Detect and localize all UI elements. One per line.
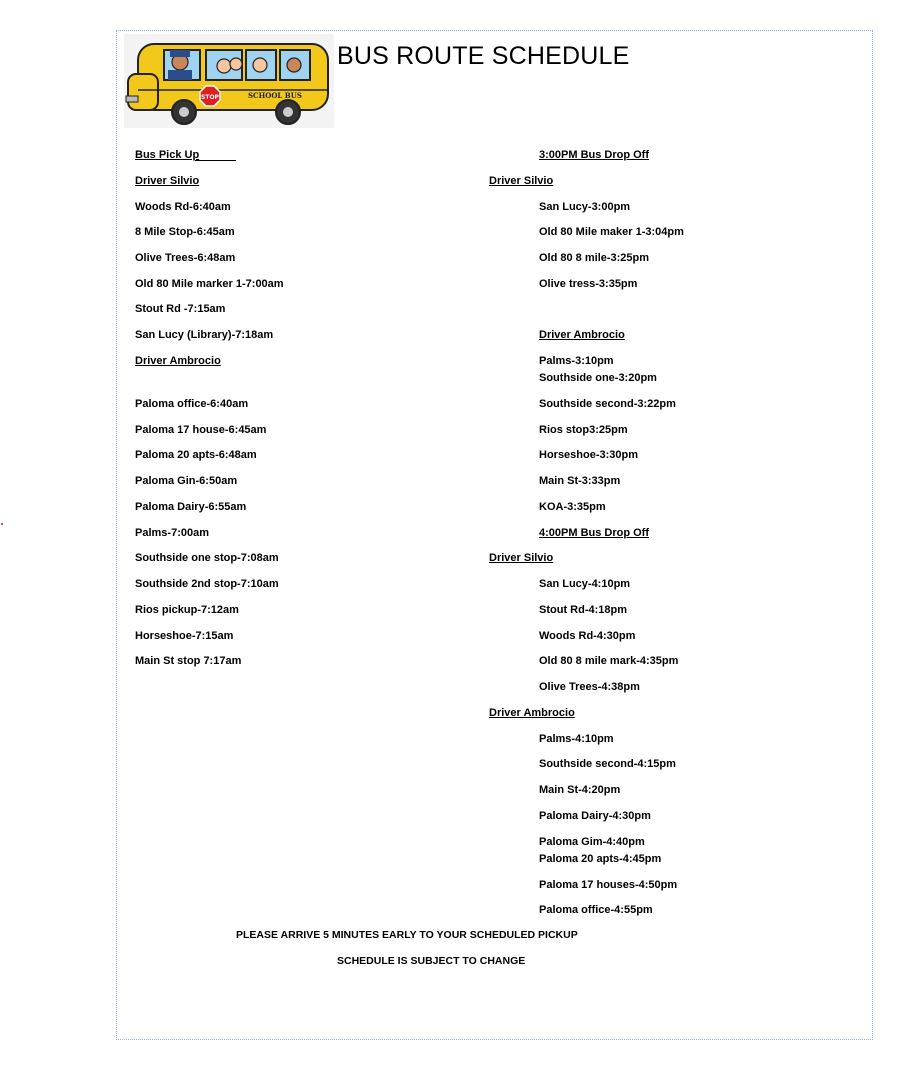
pickup-ambrocio-stop: Paloma Gin-6:50am [135,475,238,487]
dropoff4-silvio-stop: San Lucy-4:10pm [539,578,631,590]
dropoff4-silvio-stop: Olive Trees-4:38pm [539,681,640,693]
dropoff4-silvio-stop: Stout Rd-4:18pm [539,604,627,616]
dropoff3-ambrocio-stop: Horseshoe-3:30pm [539,449,639,461]
dropoff4-ambrocio-stop: Southside second-4:15pm [539,758,676,770]
dropoff3-silvio-stop: Olive tress-3:35pm [539,278,638,290]
pickup-ambrocio-stop: Southside one stop-7:08am [135,552,279,564]
dropoff4-ambrocio-stop: Palms-4:10pm [539,733,614,745]
pickup-silvio-stop: 8 Mile Stop-6:45am [135,226,235,238]
dropoff3-ambrocio-stop: Southside second-3:22pm [539,398,676,410]
school-bus-text: SCHOOL BUS [248,91,302,100]
schedule-change-note: SCHEDULE IS SUBJECT TO CHANGE [337,955,526,967]
dropoff3-ambrocio-stop: Southside one-3:20pm [539,372,657,384]
dropoff3-ambrocio-stop: Main St-3:33pm [539,475,621,487]
stop-sign-text: STOP [201,94,219,101]
dropoff4-ambrocio-stop: Paloma 20 apts-4:45pm [539,853,662,865]
dropoff4-silvio-stop: Woods Rd-4:30pm [539,630,636,642]
dropoff3-silvio-stop: Old 80 8 mile-3:25pm [539,252,650,264]
arrive-early-note: PLEASE ARRIVE 5 MINUTES EARLY TO YOUR SCHEDULED PICKUP [236,929,578,941]
page-title: BUS ROUTE SCHEDULE [337,42,630,70]
dropoff3-driver-ambrocio: Driver Ambrocio [539,329,625,341]
pickup-silvio-stop: San Lucy (Library)-7:18am [135,329,274,341]
pickup-silvio-stop: Stout Rd -7:15am [135,303,226,315]
pickup-ambrocio-stop: Southside 2nd stop-7:10am [135,578,279,590]
dropoff3-ambrocio-stop: KOA-3:35pm [539,501,606,513]
dropoff3-ambrocio-stop: Palms-3:10pm [539,355,614,367]
dropoff4-ambrocio-stop: Paloma 17 houses-4:50pm [539,879,678,891]
dropoff4-driver-ambrocio: Driver Ambrocio [489,707,575,719]
dropoff4-ambrocio-stop: Paloma office-4:55pm [539,904,653,916]
dropoff3-heading: 3:00PM Bus Drop Off [539,149,650,161]
pickup-silvio-stop: Old 80 Mile marker 1-7:00am [135,278,284,290]
pickup-silvio-stop: Olive Trees-6:48am [135,252,236,264]
dropoff3-driver-silvio: Driver Silvio [489,175,554,187]
pickup-ambrocio-stop: Paloma 20 apts-6:48am [135,449,257,461]
pickup-heading-rule [195,148,236,161]
dropoff3-silvio-stop: San Lucy-3:00pm [539,201,631,213]
pickup-ambrocio-stop: Palms-7:00am [135,527,209,539]
pickup-driver-ambrocio: Driver Ambrocio [135,355,221,367]
pickup-ambrocio-stop: Paloma Dairy-6:55am [135,501,247,513]
pickup-ambrocio-stop: Main St stop 7:17am [135,655,242,667]
pickup-ambrocio-stop: Paloma office-6:40am [135,398,249,410]
dropoff3-ambrocio-stop: Rios stop3:25pm [539,424,628,436]
dropoff4-ambrocio-stop: Paloma Dairy-4:30pm [539,810,651,822]
pickup-silvio-stop: Woods Rd-6:40am [135,201,231,213]
pickup-ambrocio-stop: Paloma 17 house-6:45am [135,424,267,436]
dropoff4-driver-silvio: Driver Silvio [489,552,554,564]
dropoff4-heading: 4:00PM Bus Drop Off [539,527,650,539]
dropoff4-ambrocio-stop: Paloma Gim-4:40pm [539,836,645,848]
pickup-driver-silvio: Driver Silvio [135,175,200,187]
pickup-heading: Bus Pick Up [135,149,200,161]
dropoff4-silvio-stop: Old 80 8 mile mark-4:35pm [539,655,679,667]
school-bus-logo [124,34,334,128]
school-bus-icon [124,34,334,128]
pickup-ambrocio-stop: Horseshoe-7:15am [135,630,234,642]
dropoff3-silvio-stop: Old 80 Mile maker 1-3:04pm [539,226,684,238]
stray-mark [1,523,3,525]
pickup-ambrocio-stop: Rios pickup-7:12am [135,604,239,616]
dropoff4-ambrocio-stop: Main St-4:20pm [539,784,621,796]
